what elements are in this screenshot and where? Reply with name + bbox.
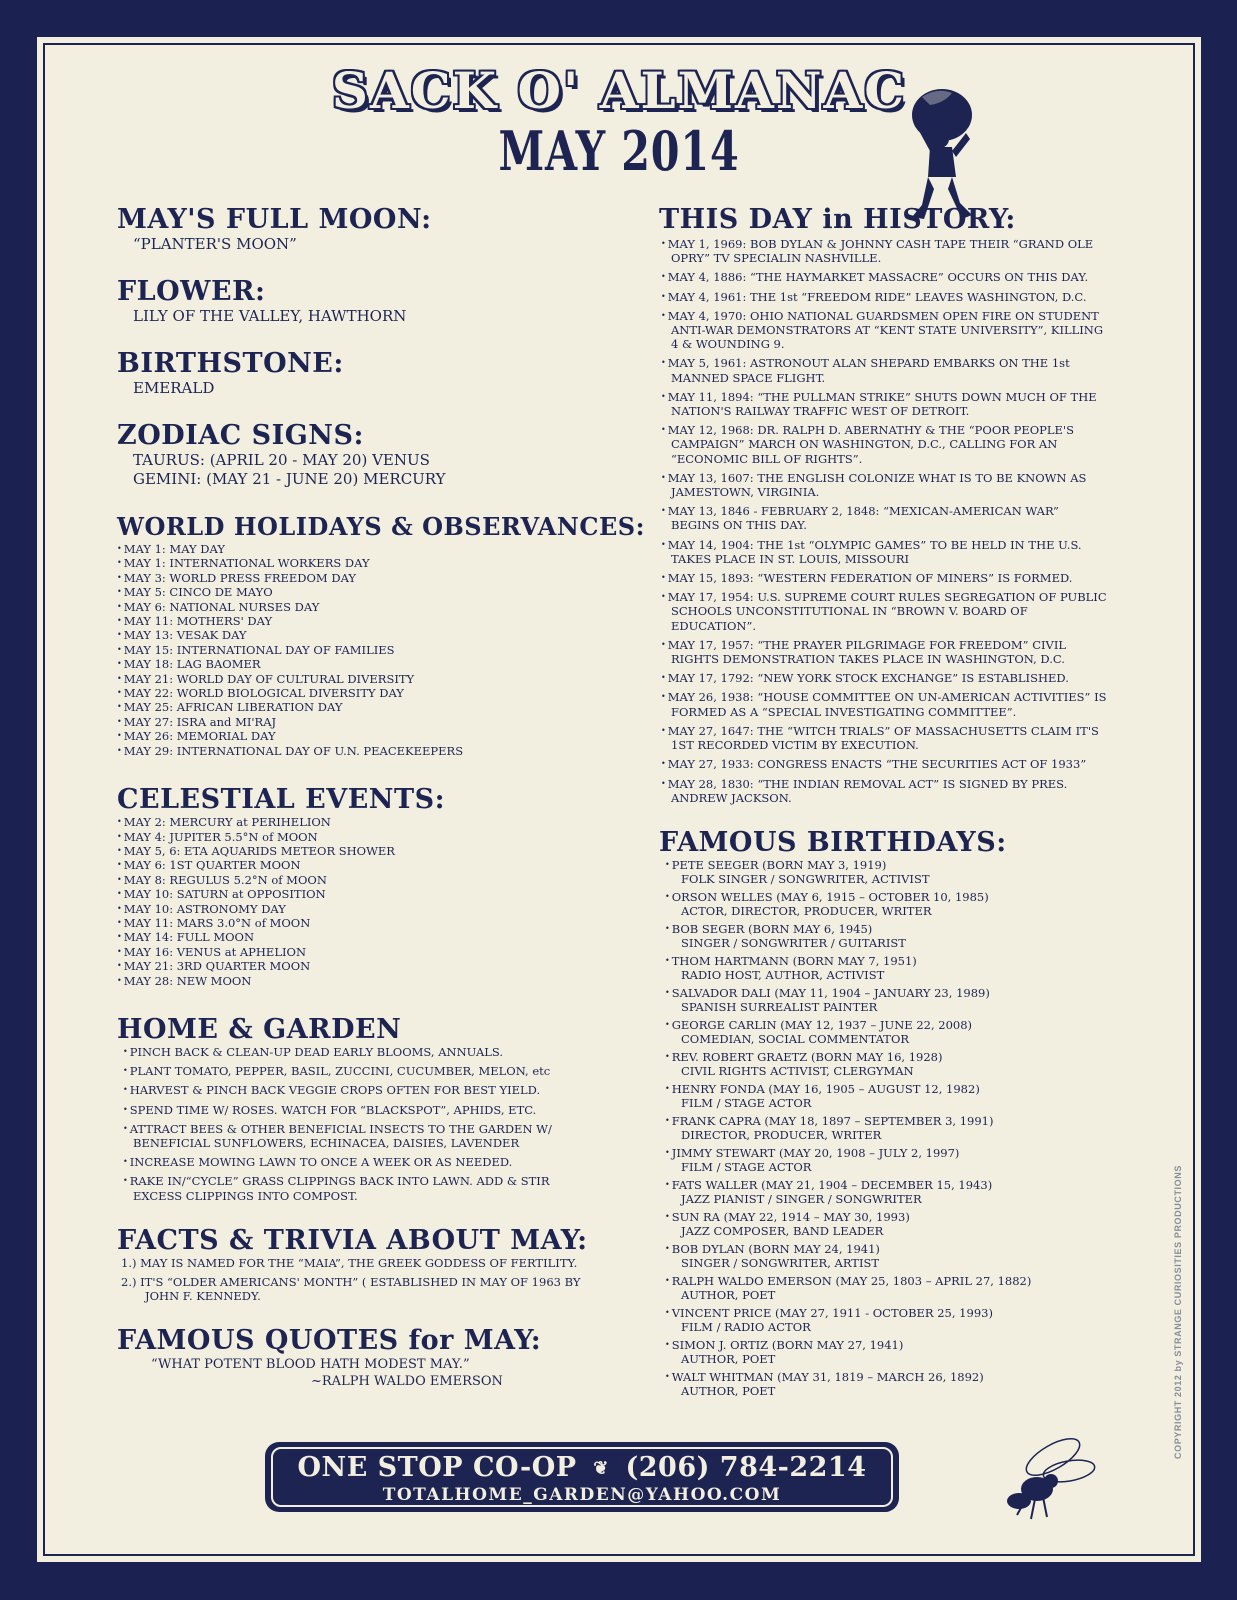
celestial-item: • MAY 8: REGULUS 5.2°N of MOON — [117, 873, 637, 887]
history-item: • MAY 15, 1893: “WESTERN FEDERATION OF MINERS” IS FORMED. — [659, 571, 1109, 585]
holiday-item: • MAY 25: AFRICAN LIBERATION DAY — [117, 700, 637, 714]
birthday-item — [659, 986, 1149, 1014]
history-section — [659, 204, 1149, 805]
celestial-item: • MAY 28: NEW MOON — [117, 974, 637, 988]
history-item: • MAY 11, 1894: “THE PULLMAN STRIKE” SHUTS DOWN MUCH OF THE NATION'S RAILWAY TRAFFIC WEST OF DETROIT. — [659, 390, 1109, 418]
birthday-role: FOLK SINGER / SONGWRITER, ACTIVIST — [681, 871, 930, 886]
birthday-name: • PETE SEEGER (BORN MAY 3, 1919) — [665, 858, 1149, 872]
garden-heading: HOME & GARDEN — [117, 1013, 402, 1045]
birthday-item — [659, 1018, 1149, 1046]
birthday-name: • JIMMY STEWART (MAY 20, 1908 – JULY 2, 1997) — [665, 1146, 1149, 1160]
holiday-item: • MAY 29: INTERNATIONAL DAY OF U.N. PEACEKEEPERS — [117, 744, 637, 758]
zodiac-heading: ZODIAC SIGNS: — [117, 420, 364, 451]
history-item: • MAY 17, 1957: “THE PRAYER PILGRIMAGE FOR FREEDOM” CIVIL RIGHTS DEMONSTRATION TAKES PLACE IN WASHINGTON, D.C. — [659, 638, 1109, 666]
history-item: • MAY 27, 1647: THE “WITCH TRIALS” OF MASSACHUSETTS CLAIM IT'S 1ST RECORDED VICTIM BY EXECUTION. — [659, 724, 1109, 752]
birthstone-section — [117, 348, 637, 398]
history-item: • MAY 14, 1904: THE 1st “OLYMPIC GAMES” TO BE HELD IN THE U.S. TAKES PLACE IN ST. LOUIS, MISSOURI — [659, 538, 1109, 566]
history-item: • MAY 4, 1970: OHIO NATIONAL GUARDSMEN OPEN FIRE ON STUDENT ANTI-WAR DEMONSTRATORS AT “KENT STATE UNIVERSITY”, KILLING 4 & WOUNDING 9. — [659, 309, 1109, 352]
flourish-icon: ❦ — [586, 1458, 616, 1479]
flower-value: LILY OF THE VALLEY, HAWTHORN — [133, 307, 407, 325]
birthday-name: • BOB DYLAN (BORN MAY 24, 1941) — [665, 1242, 1149, 1256]
holidays-heading: WORLD HOLIDAYS & OBSERVANCES: — [117, 512, 645, 541]
birthday-name: • GEORGE CARLIN (MAY 12, 1937 – JUNE 22, 2008) — [665, 1018, 1149, 1032]
birthday-item — [659, 1114, 1149, 1142]
birthday-item — [659, 1210, 1149, 1238]
garden-tip: • PINCH BACK & CLEAN-UP DEAD EARLY BLOOMS, ANNUALS. — [117, 1045, 587, 1059]
almanac-month: MAY 2014 — [498, 119, 740, 183]
birthday-name: • BOB SEGER (BORN MAY 6, 1945) — [665, 922, 1149, 936]
birthday-item — [659, 1178, 1149, 1206]
coop-name: ONE STOP CO-OP — [297, 1452, 577, 1483]
history-item: • MAY 12, 1968: DR. RALPH D. ABERNATHY & THE “POOR PEOPLE'S CAMPAIGN” MARCH ON WASHINGTON, D.C., CALLING FOR AN “ECONOMIC BILL OF RIGHTS”. — [659, 423, 1109, 466]
history-item: • MAY 17, 1792: “NEW YORK STOCK EXCHANGE” IS ESTABLISHED. — [659, 671, 1109, 685]
birthday-name: • FRANK CAPRA (MAY 18, 1897 – SEPTEMBER 3, 1991) — [665, 1114, 1149, 1128]
garden-tip: • HARVEST & PINCH BACK VEGGIE CROPS OFTEN FOR BEST YIELD. — [117, 1083, 587, 1097]
birthstone-heading: BIRTHSTONE: — [117, 348, 344, 379]
birthday-role: AUTHOR, POET — [681, 1287, 776, 1302]
history-item: • MAY 28, 1830: “THE INDIAN REMOVAL ACT” IS SIGNED BY PRES. ANDREW JACKSON. — [659, 777, 1109, 805]
full-moon-section — [117, 204, 637, 254]
birthday-name: • VINCENT PRICE (MAY 27, 1911 - OCTOBER 25, 1993) — [665, 1306, 1149, 1320]
birthday-role: ACTOR, DIRECTOR, PRODUCER, WRITER — [681, 903, 932, 918]
celestial-item: • MAY 14: FULL MOON — [117, 930, 637, 944]
birthday-item — [659, 1242, 1149, 1270]
birthday-name: • WALT WHITMAN (MAY 31, 1819 – MARCH 26, 1892) — [665, 1370, 1149, 1384]
history-item: • MAY 5, 1961: ASTRONOUT ALAN SHEPARD EMBARKS ON THE 1st MANNED SPACE FLIGHT. — [659, 356, 1109, 384]
celestial-item: • MAY 2: MERCURY at PERIHELION — [117, 815, 637, 829]
birthday-item — [659, 1146, 1149, 1174]
flower-heading: FLOWER: — [117, 276, 266, 307]
flower-section — [117, 276, 637, 326]
zodiac-item: TAURUS: (APRIL 20 - MAY 20) VENUS — [133, 451, 430, 469]
history-list — [659, 237, 1109, 805]
birthday-item — [659, 1306, 1149, 1334]
birthday-name: • REV. ROBERT GRAETZ (BORN MAY 16, 1928) — [665, 1050, 1149, 1064]
history-item: • MAY 4, 1961: THE 1st “FREEDOM RIDE” LEAVES WASHINGTON, D.C. — [659, 290, 1109, 304]
holiday-item: • MAY 13: VESAK DAY — [117, 628, 637, 642]
quotes-heading: FAMOUS QUOTES for MAY: — [117, 1325, 542, 1357]
birthday-role: DIRECTOR, PRODUCER, WRITER — [681, 1127, 882, 1142]
history-item: • MAY 13, 1607: THE ENGLISH COLONIZE WHAT IS TO BE KNOWN AS JAMESTOWN, VIRGINIA. — [659, 471, 1109, 499]
birthday-item — [659, 890, 1149, 918]
birthdays-section — [659, 827, 1149, 1398]
garden-list — [117, 1045, 587, 1203]
birthday-name: • SUN RA (MAY 22, 1914 – MAY 30, 1993) — [665, 1210, 1149, 1224]
birthday-item — [659, 1082, 1149, 1110]
birthday-role: AUTHOR, POET — [681, 1351, 776, 1366]
celestial-heading: CELESTIAL EVENTS: — [117, 784, 446, 816]
holiday-item: • MAY 1: MAY DAY — [117, 542, 637, 556]
birthday-name: • ORSON WELLES (MAY 6, 1915 – OCTOBER 10, 1985) — [665, 890, 1149, 904]
garden-tip: • PLANT TOMATO, PEPPER, BASIL, ZUCCINI, CUCUMBER, MELON, etc — [117, 1064, 587, 1078]
birthday-item — [659, 1050, 1149, 1078]
copyright-text: COPYRIGHT 2012 by STRANGE CURIOSITIES PRODUCTIONS — [1173, 1165, 1183, 1459]
birthday-role: SINGER / SONGWRITER, ARTIST — [681, 1255, 880, 1270]
garden-tip: • SPEND TIME W/ ROSES. WATCH FOR “BLACKSPOT”, APHIDS, ETC. — [117, 1103, 587, 1117]
birthday-role: COMEDIAN, SOCIAL COMMENTATOR — [681, 1031, 910, 1046]
birthday-name: • THOM HARTMANN (BORN MAY 7, 1951) — [665, 954, 1149, 968]
zodiac-item: GEMINI: (MAY 21 - JUNE 20) MERCURY — [133, 470, 446, 488]
garden-tip: • ATTRACT BEES & OTHER BENEFICIAL INSECTS TO THE GARDEN W/ BENEFICIAL SUNFLOWERS, ECHINACEA, DAISIES, LAVENDER — [117, 1122, 587, 1150]
coop-email: TOTALHOME_GARDEN@YAHOO.COM — [382, 1485, 782, 1505]
birthday-item — [659, 1274, 1149, 1302]
trivia-list — [117, 1256, 607, 1304]
trivia-heading: FACTS & TRIVIA ABOUT MAY: — [117, 1224, 588, 1256]
holiday-item: • MAY 15: INTERNATIONAL DAY OF FAMILIES — [117, 643, 637, 657]
birthday-item — [659, 1338, 1149, 1366]
holiday-item: • MAY 6: NATIONAL NURSES DAY — [117, 600, 637, 614]
trivia-item: 1.) MAY IS NAMED FOR THE “MAIA”, THE GREEK GODDESS OF FERTILITY. — [121, 1255, 578, 1270]
history-item: • MAY 26, 1938: “HOUSE COMMITTEE ON UN-AMERICAN ACTIVITIES” IS FORMED AS A “SPECIAL INVESTIGATING COMMITTEE”. — [659, 690, 1109, 718]
birthday-role: FILM / RADIO ACTOR — [681, 1319, 811, 1334]
birthday-role: CIVIL RIGHTS ACTIVIST, CLERGYMAN — [681, 1063, 914, 1078]
birthday-role: JAZZ COMPOSER, BAND LEADER — [681, 1223, 884, 1238]
celestial-item: • MAY 11: MARS 3.0°N of MOON — [117, 916, 637, 930]
celestial-item: • MAY 5, 6: ETA AQUARIDS METEOR SHOWER — [117, 844, 637, 858]
garden-tip: • INCREASE MOWING LAWN TO ONCE A WEEK OR AS NEEDED. — [117, 1155, 587, 1169]
birthday-role: SINGER / SONGWRITER / GUITARIST — [681, 935, 906, 950]
quote-author: ~RALPH WALDO EMERSON — [311, 1374, 503, 1390]
holiday-item: • MAY 11: MOTHERS' DAY — [117, 614, 637, 628]
birthday-item — [659, 858, 1149, 886]
coop-banner — [265, 1442, 899, 1512]
holiday-item: • MAY 22: WORLD BIOLOGICAL DIVERSITY DAY — [117, 686, 637, 700]
celestial-item: • MAY 6: 1ST QUARTER MOON — [117, 858, 637, 872]
history-item: • MAY 27, 1933: CONGRESS ENACTS “THE SECURITIES ACT OF 1933” — [659, 757, 1109, 771]
birthday-role: FILM / STAGE ACTOR — [681, 1159, 812, 1174]
holiday-item: • MAY 27: ISRA and MI'RAJ — [117, 715, 637, 729]
birthday-name: • SALVADOR DALI (MAY 11, 1904 – JANUARY 23, 1989) — [665, 986, 1149, 1000]
almanac-page — [37, 37, 1201, 1562]
holiday-item: • MAY 1: INTERNATIONAL WORKERS DAY — [117, 556, 637, 570]
celestial-item: • MAY 10: ASTRONOMY DAY — [117, 902, 637, 916]
celestial-section — [117, 784, 637, 988]
birthday-role: RADIO HOST, AUTHOR, ACTIVIST — [681, 967, 885, 982]
bee-icon — [997, 1437, 1097, 1527]
birthday-name: • SIMON J. ORTIZ (BORN MAY 27, 1941) — [665, 1338, 1149, 1352]
celestial-item: • MAY 16: VENUS at APHELION — [117, 945, 637, 959]
birthdays-list — [659, 858, 1149, 1398]
banner-title — [265, 1452, 899, 1483]
holiday-item: • MAY 5: CINCO DE MAYO — [117, 585, 637, 599]
birthday-name: • HENRY FONDA (MAY 16, 1905 – AUGUST 12, 1982) — [665, 1082, 1149, 1096]
full-moon-value: “PLANTER'S MOON” — [133, 235, 297, 253]
holiday-item: • MAY 26: MEMORIAL DAY — [117, 729, 637, 743]
trivia-section — [117, 1225, 637, 1304]
holidays-list — [117, 542, 637, 758]
holiday-item: • MAY 18: LAG BAOMER — [117, 657, 637, 671]
history-heading: THIS DAY in HISTORY: — [659, 204, 1016, 235]
holiday-item: • MAY 3: WORLD PRESS FREEDOM DAY — [117, 571, 637, 585]
birthday-item — [659, 1370, 1149, 1398]
celestial-list — [117, 815, 637, 988]
birthday-role: AUTHOR, POET — [681, 1383, 776, 1398]
celestial-item: • MAY 10: SATURN at OPPOSITION — [117, 887, 637, 901]
full-moon-heading: MAY'S FULL MOON: — [117, 204, 432, 235]
coop-phone: (206) 784-2214 — [625, 1452, 867, 1483]
garden-tip: • RAKE IN/“CYCLE” GRASS CLIPPINGS BACK INTO LAWN. ADD & STIR EXCESS CLIPPINGS INTO COMPOST. — [117, 1174, 587, 1202]
quotes-section — [117, 1325, 637, 1390]
birthday-name: • RALPH WALDO EMERSON (MAY 25, 1803 – APRIL 27, 1882) — [665, 1274, 1149, 1288]
holidays-section — [117, 511, 645, 758]
birthstone-value: EMERALD — [133, 379, 215, 397]
trivia-item: 2.) IT'S “OLDER AMERICANS' MONTH” ( ESTABLISHED IN MAY OF 1963 BY JOHN F. KENNEDY. — [121, 1275, 581, 1304]
birthday-role: FILM / STAGE ACTOR — [681, 1095, 812, 1110]
celestial-item: • MAY 4: JUPITER 5.5°N of MOON — [117, 830, 637, 844]
zodiac-section — [117, 420, 637, 489]
history-item: • MAY 4, 1886: “THE HAYMARKET MASSACRE” OCCURS ON THIS DAY. — [659, 270, 1109, 284]
history-item: • MAY 1, 1969: BOB DYLAN & JOHNNY CASH TAPE THEIR “GRAND OLE OPRY” TV SPECIALIN NASHVILLE. — [659, 237, 1109, 265]
left-column — [117, 204, 645, 1412]
birthday-item — [659, 922, 1149, 950]
birthday-name: • FATS WALLER (MAY 21, 1904 – DECEMBER 15, 1943) — [665, 1178, 1149, 1192]
history-item: • MAY 17, 1954: U.S. SUPREME COURT RULES SEGREGATION OF PUBLIC SCHOOLS UNCONSTITUTIONAL IN “BROWN V. BOARD OF EDUCATION”. — [659, 590, 1109, 633]
birthday-item — [659, 954, 1149, 982]
right-column — [659, 204, 1149, 1420]
birthday-role: JAZZ PIANIST / SINGER / SONGWRITER — [681, 1191, 922, 1206]
almanac-title: SACK O' ALMANAC — [331, 61, 907, 120]
garden-section — [117, 1014, 637, 1203]
history-item: • MAY 13, 1846 - FEBRUARY 2, 1848: “MEXICAN-AMERICAN WAR” BEGINS ON THIS DAY. — [659, 504, 1109, 532]
holiday-item: • MAY 21: WORLD DAY OF CULTURAL DIVERSITY — [117, 672, 637, 686]
quote-text: “WHAT POTENT BLOOD HATH MODEST MAY.” — [151, 1357, 470, 1373]
birthdays-heading: FAMOUS BIRTHDAYS: — [659, 826, 1007, 858]
celestial-item: • MAY 21: 3RD QUARTER MOON — [117, 959, 637, 973]
birthday-role: SPANISH SURREALIST PAINTER — [681, 999, 878, 1014]
